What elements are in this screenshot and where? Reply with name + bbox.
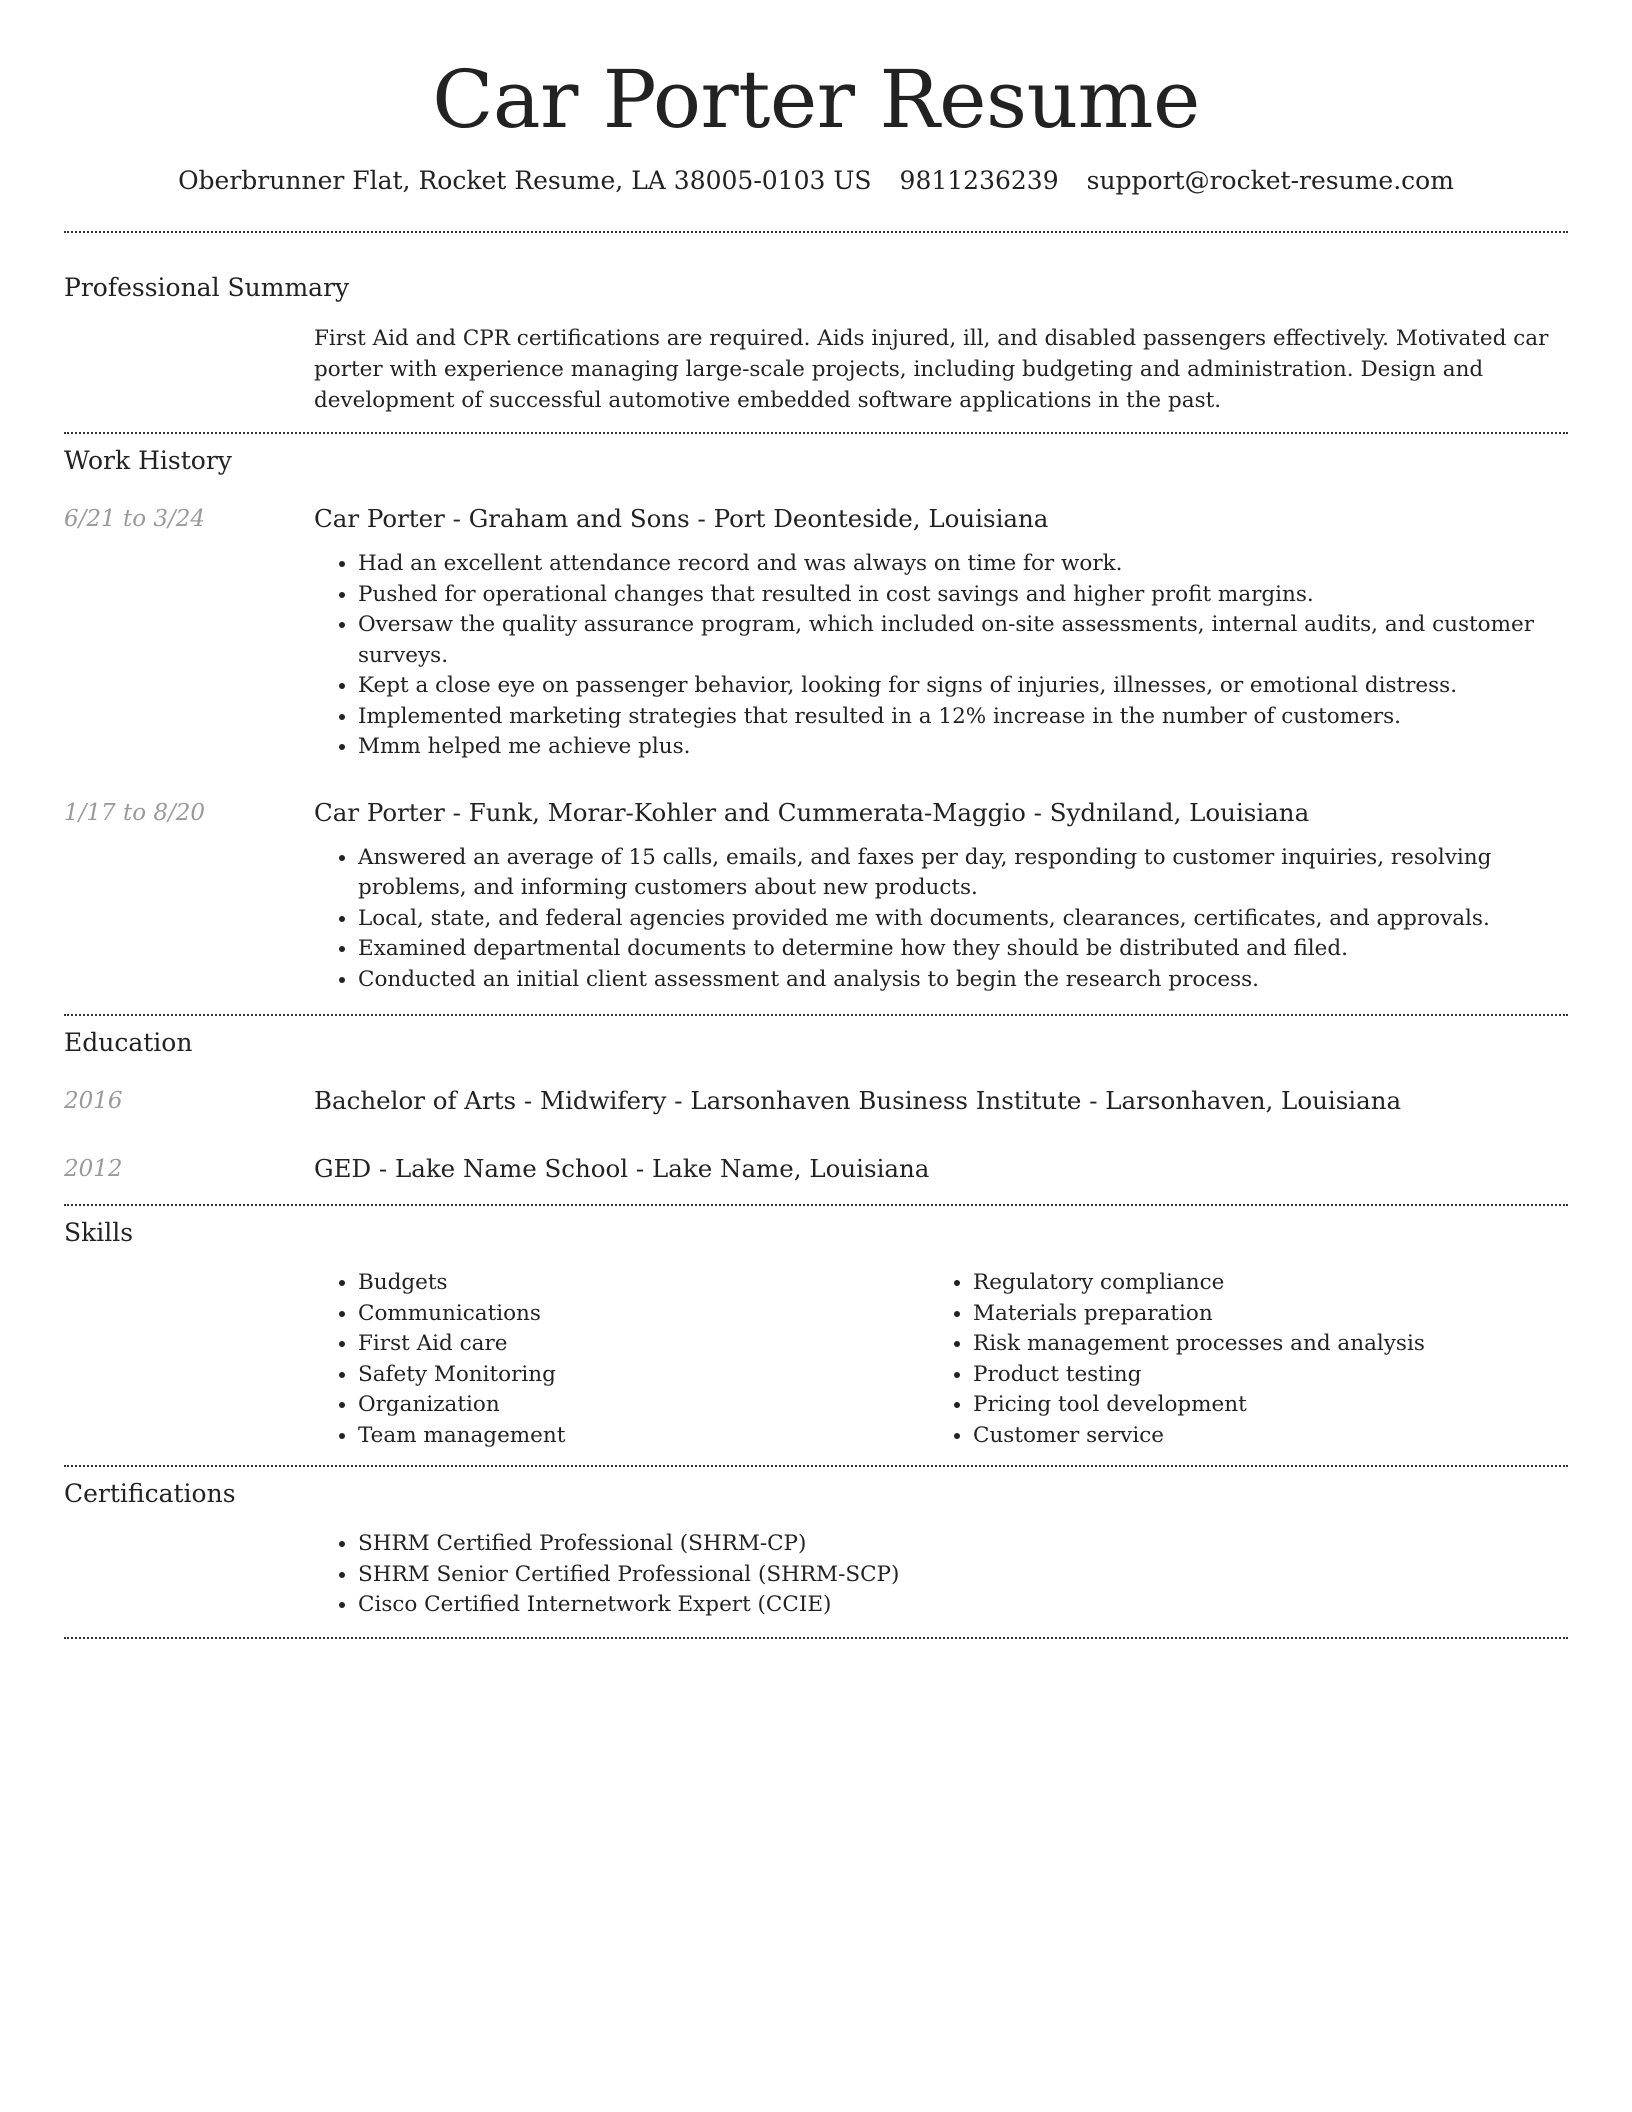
certifications-section <box>64 1477 1568 1621</box>
contact-line <box>64 164 1568 198</box>
section-heading-work-history: Work History <box>64 446 232 475</box>
divider <box>64 1014 1568 1016</box>
skills-list-right <box>929 1268 1544 1451</box>
job-bullet: • Mmm helped me achieve plus. <box>358 732 1568 763</box>
certifications-content <box>314 1529 1568 1621</box>
certification-item: • Cisco Certified Internetwork Expert (CCIE) <box>358 1590 1568 1621</box>
section-heading-certifications: Certifications <box>64 1479 236 1508</box>
divider <box>64 1465 1568 1467</box>
work-history-section <box>64 444 1568 995</box>
education-text: Bachelor of Arts - Midwifery - Larsonhaven Business Institute - Larsonhaven, Louisiana <box>314 1086 1402 1115</box>
section-heading-summary: Professional Summary <box>64 273 350 302</box>
skill-item: • First Aid care <box>358 1329 929 1360</box>
divider <box>64 231 1568 233</box>
education-content <box>314 1152 1568 1186</box>
job-bullets <box>314 549 1568 763</box>
summary-section <box>64 271 1568 416</box>
education-year: 2016 <box>64 1088 123 1114</box>
skill-item: • Budgets <box>358 1268 929 1299</box>
summary-text: First Aid and CPR certifications are required. Aids injured, ill, and disabled passengers effectively. Motivated car porter with experience managing large-scale projects, including budgeting and administration. Design and development of successful automotive embedded software applications in the past. <box>314 326 1549 413</box>
job-bullet: • Pushed for operational changes that resulted in cost savings and higher profit margins. <box>358 580 1568 611</box>
job-bullet: • Answered an average of 15 calls, emails, and faxes per day, responding to customer inquiries, resolving problems, and informing customers about new products. <box>358 843 1568 904</box>
skill-item: • Pricing tool development <box>973 1390 1544 1421</box>
job-bullet: • Implemented marketing strategies that resulted in a 12% increase in the number of customers. <box>358 702 1568 733</box>
contact-phone: 9811236239 <box>899 166 1059 195</box>
education-section <box>64 1026 1568 1186</box>
education-text: GED - Lake Name School - Lake Name, Louisiana <box>314 1154 930 1183</box>
divider <box>64 432 1568 434</box>
job-bullet: • Local, state, and federal agencies provided me with documents, clearances, certificates, and approvals. <box>358 904 1568 935</box>
job-bullet: • Oversaw the quality assurance program, which included on-site assessments, internal audits, and customer surveys. <box>358 610 1568 671</box>
skill-item: • Safety Monitoring <box>358 1360 929 1391</box>
resume-title: Car Porter Resume <box>432 53 1200 146</box>
job-title: Car Porter - Funk, Morar-Kohler and Cummerata-Maggio - Sydniland, Louisiana <box>314 797 1310 827</box>
skills-grid <box>314 1268 1568 1451</box>
job-bullets <box>314 843 1568 996</box>
certification-item: • SHRM Senior Certified Professional (SHRM-SCP) <box>358 1560 1568 1591</box>
skills-list-left <box>314 1268 929 1451</box>
job-bullet: • Had an excellent attendance record and was always on time for work. <box>358 549 1568 580</box>
skill-item: • Customer service <box>973 1421 1544 1452</box>
job-title: Car Porter - Graham and Sons - Port Deonteside, Louisiana <box>314 504 1049 533</box>
divider <box>64 1204 1568 1206</box>
job-dates: 1/17 to 8/20 <box>64 799 206 826</box>
job-entry <box>64 502 1568 763</box>
skill-item: • Materials preparation <box>973 1299 1544 1330</box>
job-entry <box>64 796 1568 996</box>
skill-item: • Communications <box>358 1299 929 1330</box>
contact-address: Oberbrunner Flat, Rocket Resume, LA 38005-0103 US <box>178 166 872 195</box>
education-entry <box>64 1152 1568 1186</box>
job-dates: 6/21 to 3/24 <box>64 506 206 532</box>
skill-item: • Team management <box>358 1421 929 1452</box>
skill-item: • Risk management processes and analysis <box>973 1329 1544 1360</box>
job-bullet: • Conducted an initial client assessment and analysis to begin the research process. <box>358 965 1568 996</box>
resume-page <box>64 0 1568 1639</box>
certification-item: • SHRM Certified Professional (SHRM-CP) <box>358 1529 1568 1560</box>
certifications-list <box>314 1529 1568 1621</box>
skill-item: • Product testing <box>973 1360 1544 1391</box>
skill-item: • Regulatory compliance <box>973 1268 1544 1299</box>
divider <box>64 1637 1568 1639</box>
section-heading-education: Education <box>64 1028 193 1057</box>
skills-section <box>64 1216 1568 1451</box>
job-bullet: • Examined departmental documents to determine how they should be distributed and filed. <box>358 934 1568 965</box>
contact-email: support@rocket-resume.com <box>1086 166 1454 195</box>
skill-item: • Organization <box>358 1390 929 1421</box>
job-bullet: • Kept a close eye on passenger behavior, looking for signs of injuries, illnesses, or emotional distress. <box>358 671 1568 702</box>
job-content <box>314 502 1568 763</box>
job-content <box>314 796 1568 996</box>
education-year: 2012 <box>64 1156 123 1182</box>
education-content <box>314 1084 1568 1118</box>
section-heading-skills: Skills <box>64 1218 134 1247</box>
education-entry <box>64 1084 1568 1118</box>
